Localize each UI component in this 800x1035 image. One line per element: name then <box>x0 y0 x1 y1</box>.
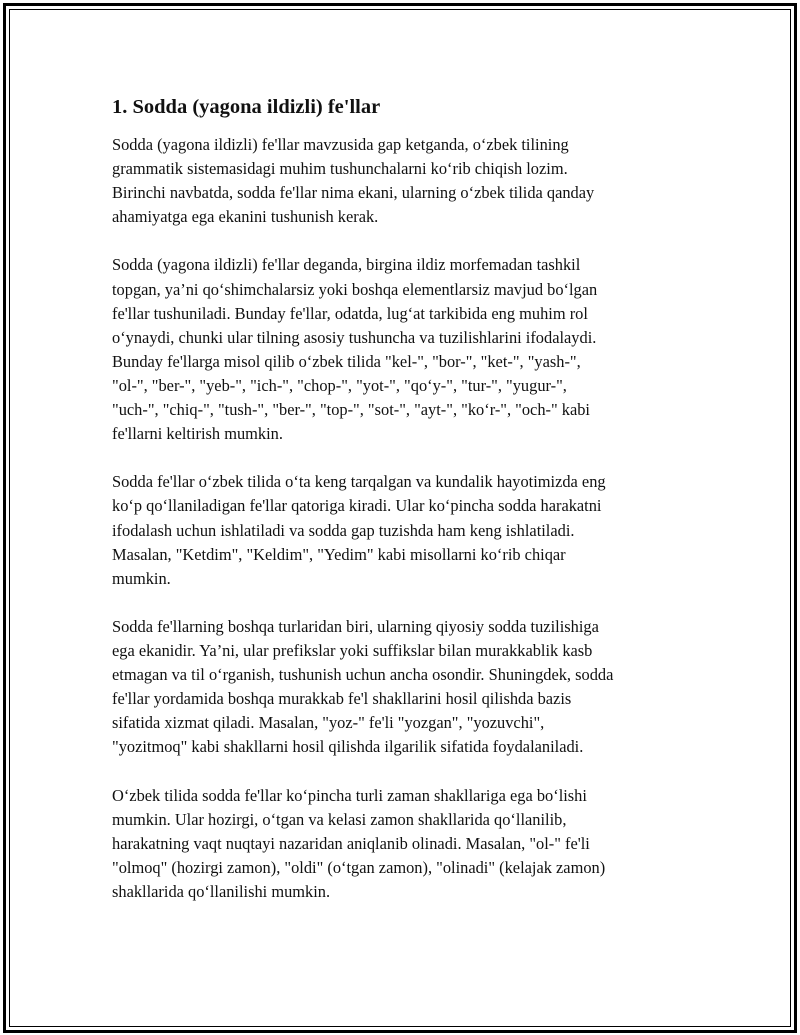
text-line: "ol-", "ber-", "yeb-", "ich-", "chop-", "yot-", "qo‘y-", "tur-", "yugur-", <box>112 375 567 395</box>
paragraph-2 <box>112 253 677 446</box>
text-line: Sodda fe'llarning boshqa turlaridan biri, ularning qiyosiy sodda tuzilishiga <box>112 616 599 636</box>
text-line: shakllarida qo‘llanilishi mumkin. <box>112 881 331 901</box>
text-line: ifodalash uchun ishlatiladi va sodda gap tuzishda ham keng ishlatiladi. <box>112 520 575 540</box>
text-line: Birinchi navbatda, sodda fe'llar nima ekani, ularning o‘zbek tilida qanday <box>112 183 595 203</box>
text-line: "uch-", "chiq-", "tush-", "ber-", "top-", "sot-", "ayt-", "ko‘r-", "och-" kabi <box>112 400 590 420</box>
text-line: fe'llar yordamida boshqa murakkab fe'l shakllarini hosil qilishda bazis <box>112 689 572 709</box>
text-line: Sodda (yagona ildizli) fe'llar mavzusida gap ketganda, o‘zbek tilining <box>112 135 569 154</box>
text-line: mumkin. Ular hozirgi, o‘tgan va kelasi zamon shakllarida qo‘llanilib, <box>112 809 567 829</box>
paragraph-4 <box>112 615 677 760</box>
text-line: O‘zbek tilida sodda fe'llar ko‘pincha turli zaman shakllariga ega bo‘lishi <box>112 785 587 805</box>
text-line: grammatik sistemasidagi muhim tushunchalarni ko‘rib chiqish lozim. <box>112 159 568 179</box>
section-heading: 1. Sodda (yagona ildizli) fe'llar <box>112 96 381 118</box>
text-line: Masalan, "Ketdim", "Keldim", "Yedim" kabi misollarni ko‘rib chiqar <box>112 544 566 564</box>
text-line: sifatida xizmat qiladi. Masalan, "yoz-" fe'li "yozgan", "yozuvchi", <box>112 713 545 733</box>
text-line: Sodda fe'llar o‘zbek tilida o‘ta keng tarqalgan va kundalik hayotimizda eng <box>112 472 606 492</box>
text-line: "yozitmoq" kabi shakllarni hosil qilishda ilgarilik sifatida foydalaniladi. <box>112 737 584 757</box>
text-line: fe'llar tushuniladi. Bunday fe'llar, odatda, lug‘at tarkibida eng muhim rol <box>112 303 588 323</box>
text-line: harakatning vaqt nuqtayi nazaridan aniqlanib olinadi. Masalan, "ol-" fe'li <box>112 833 590 853</box>
text-line: ko‘p qo‘llaniladigan fe'llar qatoriga kiradi. Ular ko‘pincha sodda harakatni <box>112 496 602 516</box>
text-line: "olmoq" (hozirgi zamon), "oldi" (o‘tgan zamon), "olinadi" (kelajak zamon) <box>112 857 606 877</box>
text-line: o‘ynaydi, chunki ular tilning asosiy tushuncha va tuzilishlarini ifodalaydi. <box>112 327 597 347</box>
text-line: Bunday fe'llarga misol qilib o‘zbek tilida "kel-", "bor-", "ket-", "yash-", <box>112 351 581 371</box>
paragraph-3 <box>112 470 677 590</box>
text-line: etmagan va til o‘rganish, tushunish uchun ancha osondir. Shuningdek, sodda <box>112 665 614 685</box>
text-line: ahamiyatga ega ekanini tushunish kerak. <box>112 207 379 227</box>
text-line: ega ekanidir. Ya’ni, ular prefikslar yoki suffikslar bilan murakkablik kasb <box>112 640 593 660</box>
text-line: topgan, ya’ni qo‘shimchalarsiz yoki boshqa elementlarsiz mavjud bo‘lgan <box>112 279 598 299</box>
text-line: Sodda (yagona ildizli) fe'llar deganda, birgina ildiz morfemadan tashkil <box>112 255 581 275</box>
text-line: mumkin. <box>112 568 171 588</box>
paragraph-1 <box>112 133 677 229</box>
paragraph-5 <box>112 784 677 904</box>
text-line: fe'llarni keltirish mumkin. <box>112 424 283 444</box>
document-body <box>112 94 677 928</box>
